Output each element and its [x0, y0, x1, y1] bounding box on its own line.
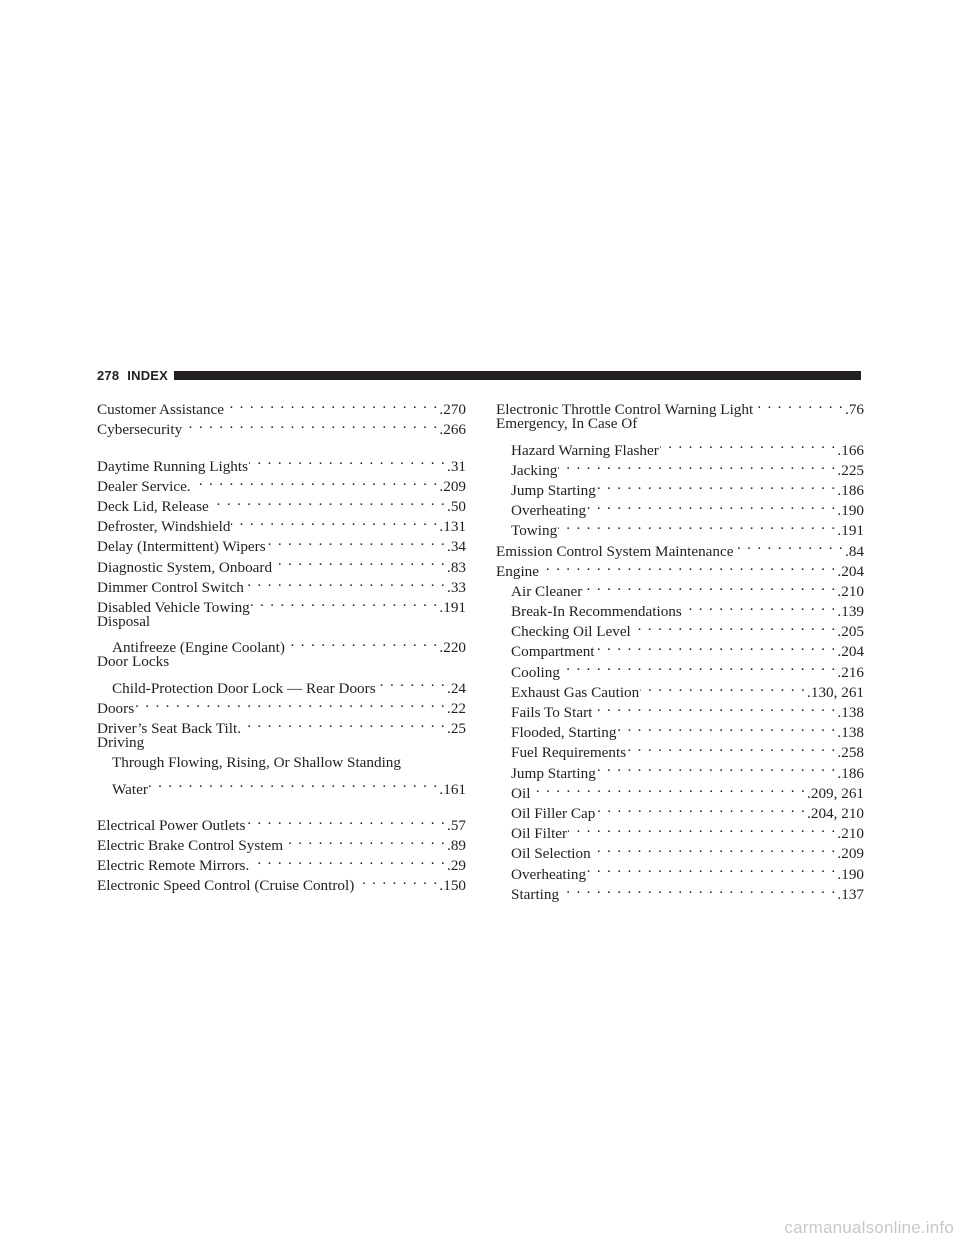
- index-subentry: [97, 672, 466, 697]
- entry-label: Disabled Vehicle Towing: [97, 598, 250, 616]
- entry-label: Electric Remote Mirrors.: [97, 857, 250, 875]
- entry-page-ref: .190: [837, 502, 864, 520]
- entry-label: Cooling: [511, 663, 560, 681]
- entry-page-ref: .161: [439, 780, 466, 798]
- entry-label: Exhaust Gas Caution: [511, 683, 640, 701]
- entry-label: Starting: [511, 885, 560, 903]
- entry-page-ref: .89: [447, 836, 466, 854]
- dot-leader: [592, 838, 837, 858]
- dot-leader: [245, 572, 446, 592]
- watermark: carmanualsonline.info: [784, 1218, 954, 1237]
- index-subentry: [97, 753, 466, 773]
- entry-page-ref: .220: [439, 639, 466, 657]
- dot-leader: [587, 858, 836, 878]
- entry-page-ref: .270: [439, 401, 466, 419]
- index-entry: [97, 713, 466, 737]
- entry-label: Antifreeze (Engine Coolant): [112, 639, 285, 657]
- entry-page-ref: .29: [447, 857, 466, 875]
- index-entry: [496, 556, 864, 580]
- dot-leader: [183, 414, 438, 434]
- entry-label: Dealer Service.: [97, 477, 191, 495]
- dot-leader: [286, 632, 439, 652]
- entry-label: Water: [112, 780, 148, 798]
- dot-leader: [355, 870, 438, 890]
- entry-page-ref: .34: [447, 538, 466, 556]
- index-column-right: [496, 394, 864, 903]
- entry-label: Customer Assistance: [97, 401, 224, 419]
- entry-page-ref: .137: [837, 885, 864, 903]
- entry-page-ref: .186: [837, 764, 864, 782]
- entry-label: Flooded, Starting: [511, 724, 617, 742]
- dot-leader: [250, 850, 446, 870]
- entry-label: Jump Starting: [511, 481, 596, 499]
- dot-leader: [267, 531, 446, 551]
- entry-page-ref: .210: [837, 825, 864, 843]
- entry-page-ref: .191: [439, 598, 466, 616]
- entry-label: Electronic Speed Control (Cruise Control): [97, 877, 355, 895]
- entry-label: Jump Starting: [511, 764, 596, 782]
- index-entry: [97, 693, 466, 717]
- dot-leader: [249, 450, 446, 470]
- entry-label: Doors: [97, 699, 135, 717]
- entry-page-ref: .186: [837, 481, 864, 499]
- entry-label: Fails To Start: [511, 704, 593, 721]
- dot-leader: [632, 616, 837, 636]
- entry-label: Fuel Requirements: [511, 744, 627, 762]
- entry-page-ref: .138: [837, 724, 864, 742]
- dot-leader: [640, 677, 806, 697]
- entry-label: Driver’s Seat Back Tilt.: [97, 720, 241, 737]
- entry-label: Jacking: [511, 461, 558, 479]
- entry-label: Dimmer Control Switch: [97, 578, 244, 596]
- entry-label: Through Flowing, Rising, Or Shallow Standing: [112, 754, 401, 772]
- entry-label: Delay (Intermittent) Wipers: [97, 538, 266, 556]
- dot-leader: [210, 491, 446, 511]
- entry-page-ref: .191: [837, 522, 864, 540]
- entry-label: Hazard Warning Flasher: [511, 441, 659, 459]
- dot-leader: [558, 455, 836, 475]
- dot-leader: [149, 773, 439, 793]
- page-number: 278: [97, 367, 120, 383]
- entry-label: Electrical Power Outlets: [97, 816, 246, 834]
- entry-page-ref: .139: [837, 603, 864, 621]
- entry-page-ref: .25: [447, 720, 466, 737]
- entry-page-ref: .131: [439, 518, 466, 536]
- dot-leader: [660, 434, 837, 454]
- dot-leader: [593, 697, 836, 717]
- entry-page-ref: .24: [447, 679, 466, 697]
- index-subentry: [97, 632, 466, 657]
- dot-leader: [531, 778, 806, 798]
- dot-leader: [583, 576, 836, 596]
- index-entry: [97, 450, 466, 475]
- dot-leader: [246, 810, 446, 830]
- dot-leader: [377, 672, 446, 692]
- section-title: INDEX: [127, 367, 169, 383]
- dot-leader: [560, 879, 836, 899]
- dot-leader: [284, 830, 446, 850]
- entry-label: Overheating: [511, 502, 587, 520]
- entry-label: Checking Oil Level: [511, 623, 631, 641]
- entry-label: Compartment: [511, 643, 595, 661]
- entry-label: Towing: [511, 522, 558, 540]
- entry-label: Cybersecurity: [97, 421, 183, 439]
- entry-page-ref: .83: [447, 558, 466, 576]
- entry-label: Deck Lid, Release: [97, 497, 209, 515]
- entry-label: Oil Selection: [511, 845, 591, 863]
- entry-page-ref: .166: [837, 441, 864, 459]
- index-subentry: [496, 434, 864, 459]
- dot-leader: [587, 495, 836, 515]
- dot-leader: [231, 511, 438, 531]
- page-header: [97, 367, 861, 383]
- entry-label: Break-In Recommendations: [511, 603, 682, 621]
- entry-label: Electronic Throttle Control Warning Light: [496, 401, 754, 419]
- entry-label: Child-Protection Door Lock — Rear Doors: [112, 679, 376, 697]
- index-subentry: [97, 773, 466, 798]
- index-subentry: [496, 576, 864, 600]
- index-entry: [97, 810, 466, 834]
- index-spacer: [97, 794, 466, 810]
- dot-leader: [225, 394, 438, 414]
- dot-leader: [192, 471, 439, 491]
- dot-leader: [251, 592, 439, 612]
- entry-label: Oil: [511, 784, 531, 802]
- dot-leader: [242, 713, 446, 733]
- entry-page-ref: .22: [447, 699, 466, 717]
- index-entry: [97, 394, 466, 419]
- dot-leader: [735, 535, 845, 555]
- entry-label: Disposal: [97, 612, 151, 630]
- entry-page-ref: .258: [837, 744, 864, 762]
- entry-page-ref: .225: [837, 461, 864, 479]
- entry-page-ref: .209: [837, 845, 864, 863]
- dot-leader: [273, 551, 446, 571]
- index-subentry: [496, 778, 864, 802]
- entry-page-ref: .216: [837, 663, 864, 681]
- entry-label: Emergency, In Case Of: [496, 415, 638, 433]
- dot-leader: [596, 636, 837, 656]
- dot-leader: [627, 737, 836, 757]
- entry-page-ref: .190: [837, 865, 864, 883]
- entry-page-ref: .205: [837, 623, 864, 641]
- entry-page-ref: .31: [447, 457, 466, 475]
- entry-label: Defroster, Windshield: [97, 518, 231, 536]
- entry-page-ref: .84: [845, 542, 864, 560]
- entry-page-ref: .204, 210: [807, 804, 864, 822]
- entry-label: Oil Filler Cap: [511, 804, 596, 822]
- entry-page-ref: .76: [845, 401, 864, 419]
- entry-label: Overheating: [511, 865, 587, 883]
- entry-label: Electric Brake Control System: [97, 836, 284, 854]
- entry-page-ref: .266: [439, 421, 466, 439]
- entry-page-ref: .204: [837, 562, 864, 580]
- entry-page-ref: .209, 261: [807, 784, 864, 802]
- entry-page-ref: .130, 261: [807, 683, 864, 701]
- entry-label: Engine: [496, 562, 540, 580]
- dot-leader: [683, 596, 837, 616]
- dot-leader: [558, 515, 836, 535]
- dot-leader: [135, 693, 446, 713]
- dot-leader: [754, 394, 844, 414]
- entry-page-ref: .209: [439, 477, 466, 495]
- entry-label: Emission Control System Maintenance: [496, 542, 734, 560]
- entry-page-ref: .138: [837, 704, 864, 721]
- entry-label: Oil Filter: [511, 825, 568, 843]
- entry-label: Daytime Running Lights: [97, 457, 249, 475]
- index-entry: [496, 394, 864, 419]
- entry-page-ref: .210: [837, 582, 864, 600]
- dot-leader: [597, 475, 837, 495]
- entry-label: Air Cleaner: [511, 582, 583, 600]
- dot-leader: [596, 798, 806, 818]
- entry-page-ref: .204: [837, 643, 864, 661]
- entry-label: Door Locks: [97, 653, 170, 671]
- index-column-left: [97, 394, 466, 895]
- entry-page-ref: .57: [447, 816, 466, 834]
- dot-leader: [540, 556, 836, 576]
- dot-leader: [597, 757, 837, 777]
- dot-leader: [568, 818, 836, 838]
- entry-label: Diagnostic System, Onboard: [97, 558, 273, 576]
- dot-leader: [617, 717, 836, 737]
- header-rule: [174, 371, 861, 380]
- dot-leader: [561, 656, 836, 676]
- entry-page-ref: .150: [439, 877, 466, 895]
- entry-page-ref: .50: [447, 497, 466, 515]
- entry-label: Driving: [97, 734, 145, 751]
- entry-page-ref: .33: [447, 578, 466, 596]
